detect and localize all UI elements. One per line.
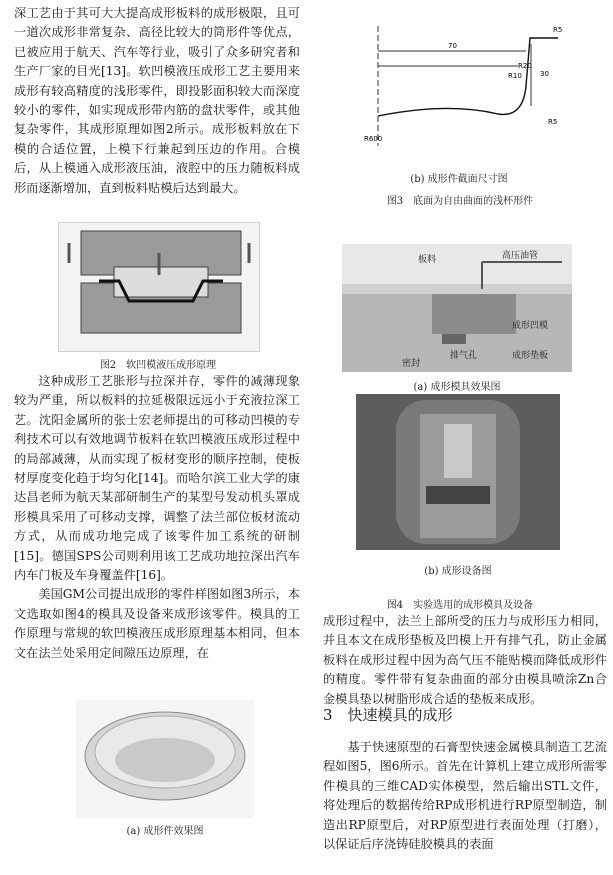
figure-3a-caption: (a) 成形件效果图 <box>126 826 204 837</box>
body-paragraph-3: 美国GM公司提出成形的零件样图如图3所示，本文选取如图4的模具及设备来成形该零件。模具的工作原理与常规的软凹模液压成形原理基本相同，但本文在法兰处采用定间隙压边原理，在 <box>14 587 300 660</box>
dim-30: 30 <box>540 70 549 78</box>
body-paragraph-2: 这种成形工艺胀形与拉深并存，零件的减薄现象较为严重，所以板料的拉延极限远远小于充液拉深工艺。沈阳金属所的张士宏老师提出的可移动凹模的专利技术可以有效地调节板料在软凹模液压成形过程中的局部减薄，从而实现了板材变形的顺序控制，使板材厚度变化趋于均匀化[14]。而哈尔滨工业大学的康达昌老师为航天某部研制生产的某型号发动机头罩成形模具采用了可移动支撑，调整了法兰部位板材流动方式，从而成功地完成了该零件加工系统的研制[15]。德国SPS公司则利用该工艺成功地拉深出汽车内车门板及车身覆盖件[16]。 <box>14 374 300 583</box>
left-column-lower <box>14 372 300 663</box>
figure-4a-caption: (a) 成形模具效果图 <box>413 382 501 393</box>
label-oil-pipe: 高压油管 <box>502 251 539 261</box>
figure-3-caption: 图3 底面为自由曲面的浅杯形件 <box>386 196 534 207</box>
figure-4-caption: 图4 实验选用的成形模具及设备 <box>386 600 534 611</box>
label-seal: 密封 <box>402 359 421 369</box>
figure-4a-die-render <box>342 244 572 372</box>
dim-r20: R20 <box>518 62 532 70</box>
figure-3b-section-drawing <box>348 6 570 156</box>
right-column-text <box>323 612 607 709</box>
body-paragraph-1: 深工艺由于其可大大提高成形板料的成形极限，且可一道次成形非常复杂、高径比较大的筒形件等优点，已被应用于航天、汽车等行业，吸引了众多研究者和生产厂家的目光[13]。软凹模液压成形工艺主要用来成形有较高精度的浅形零件，即投影面积较大而深度较小的零件，如实现成形带内筋的盘状零件，或其他复杂零件，其成形原理如图2所示。成形板料放在下模的合适位置，上模下行兼起到压边的作用。合模后，从上模通入成形液压油，液腔中的压力随板料成形而逐渐增加，直到板料贴模后达到最大。 <box>14 6 300 195</box>
label-sheet: 板料 <box>418 255 437 265</box>
left-column <box>14 4 300 198</box>
dim-r600: R600 <box>364 135 383 143</box>
dim-r5-top: R5 <box>553 26 563 34</box>
figure-2-soft-die-principle <box>58 222 260 352</box>
label-vent: 排气孔 <box>450 351 478 361</box>
dim-r5-bottom: R5 <box>548 118 558 126</box>
dim-70: 70 <box>448 42 457 50</box>
figure-4b-equipment-photo <box>356 394 560 550</box>
figure-2-caption: 图2 软凹模液压成形原理 <box>99 360 217 371</box>
body-paragraph-5: 基于快速原型的石膏型快速金属模具制造工艺流程如图5，图6所示。首先在计算机上建立成形所需零件模具的三维CAD实体模型，然后输出STL文件，将处理后的数据传给RP成形机进行RP原型制造，制造出RP原型后，对RP原型进行表面处理（打磨），以保证后序浇铸硅胶模具的表面 <box>323 740 607 852</box>
section-heading: 3 快速模具的成形 <box>323 706 453 724</box>
right-column-text-2 <box>323 738 607 854</box>
figure-3a-part-render <box>76 700 254 818</box>
figure-3b-caption: (b) 成形件截面尺寸图 <box>410 174 508 185</box>
body-paragraph-4: 成形过程中，法兰上部所受的压力与成形压力相同，并且本文在成形垫板及凹模上开有排气孔，防止金属板料在成形过程中因为高气压不能贴模而降低成形件的精度。零件带有复杂曲面的部分由模具喷涂Zn合金模具垫以树脂形成合适的垫板来成形。 <box>323 614 607 706</box>
dim-r10: R10 <box>508 72 522 80</box>
label-pad: 成形垫板 <box>512 351 549 361</box>
label-die: 成形凹模 <box>512 321 549 331</box>
figure-4b-caption: (b) 成形设备图 <box>424 566 492 577</box>
